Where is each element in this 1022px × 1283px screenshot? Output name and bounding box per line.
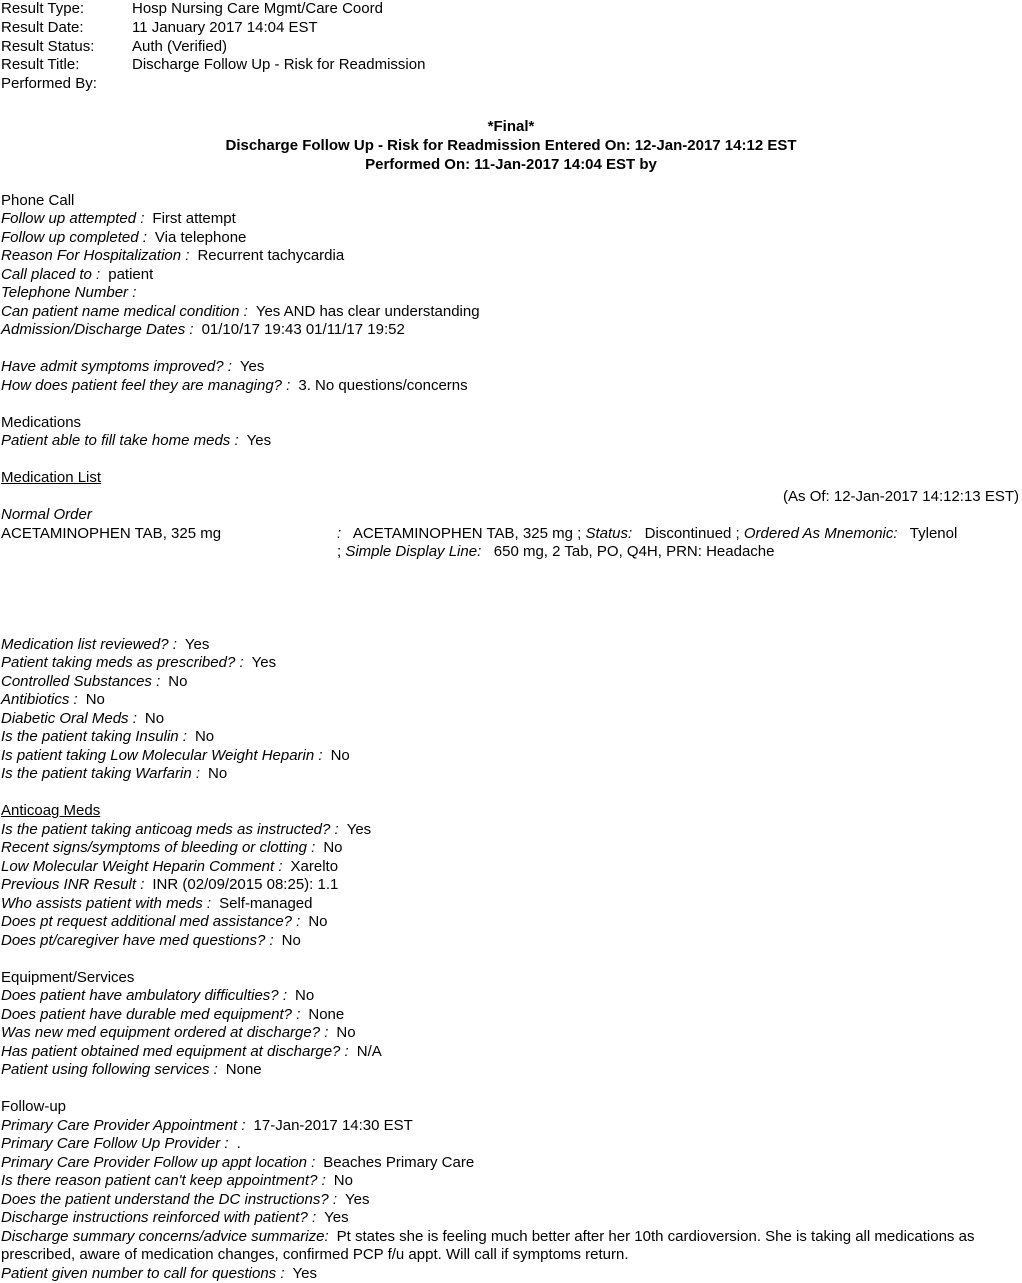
field-row — [1, 728, 1021, 747]
section-follow-up — [1, 1098, 1021, 1283]
field-value: Yes — [239, 358, 265, 376]
field-row — [1, 377, 1021, 396]
field-value: No — [330, 746, 350, 764]
field-label: Previous INR Result : — [1, 876, 145, 894]
field-label: Discharge summary concerns/advice summarize: — [1, 1227, 329, 1245]
field-value: . — [236, 1135, 241, 1153]
field-value: Yes AND has clear understanding — [255, 302, 480, 320]
field-label: Can patient name medical condition : — [1, 302, 248, 320]
field-value: Yes — [346, 820, 372, 838]
field-label: Primary Care Provider Follow up appt location : — [1, 1153, 316, 1171]
field-label: Medication list reviewed? : — [1, 635, 177, 653]
section-phone-call — [1, 192, 1021, 396]
field-value: First attempt — [152, 210, 236, 228]
field-value: Yes — [345, 1190, 370, 1208]
field-value: 01/10/17 19:43 01/11/17 19:52 — [201, 321, 405, 339]
result-header — [1, 0, 1021, 94]
field-value: No — [144, 709, 165, 727]
document-page — [1, 0, 1021, 1283]
field-value: Xarelto — [290, 857, 339, 875]
section-title: Equipment/Services — [1, 968, 135, 986]
header-key: Result Status: — [1, 37, 95, 55]
field-row — [1, 839, 1021, 858]
field-row — [1, 1135, 1021, 1154]
field-row — [1, 1191, 1021, 1210]
field-label: Patient taking meds as prescribed? : — [1, 654, 244, 672]
field-label: Low Molecular Weight Heparin Comment : — [1, 857, 283, 875]
field-row — [1, 765, 1021, 784]
field-value: None — [308, 1005, 345, 1023]
field-row — [1, 1265, 1021, 1283]
field-value: No — [323, 839, 343, 857]
field-row — [1, 673, 1021, 692]
entered-on-line: Discharge Follow Up - Risk for Readmission Entered On: 12-Jan-2017 14:12 EST — [225, 136, 797, 154]
field-value: 3. No questions/concerns — [298, 376, 468, 394]
header-value: Hosp Nursing Care Mgmt/Care Coord — [132, 0, 383, 17]
final-label: *Final* — [487, 117, 535, 135]
detail-status-value: Discontinued ; — [644, 524, 740, 542]
field-label: Who assists patient with meds : — [1, 894, 212, 912]
header-key: Result Type: — [1, 0, 85, 17]
field-row — [1, 1209, 1021, 1228]
header-row — [1, 38, 1021, 57]
field-label: Primary Care Follow Up Provider : — [1, 1135, 229, 1153]
header-row — [1, 75, 1021, 94]
field-row — [1, 358, 1021, 377]
field-value: Yes — [251, 654, 277, 672]
field-label: Diabetic Oral Meds : — [1, 709, 137, 727]
section-medication-list — [1, 469, 1021, 784]
field-row — [1, 710, 1021, 729]
field-value: No — [308, 913, 328, 931]
field-label: Was new med equipment ordered at discharge? : — [1, 1024, 329, 1042]
field-value: Self-managed — [219, 894, 313, 912]
field-label: Does patient have durable med equipment? : — [1, 1005, 301, 1023]
field-value: No — [295, 987, 315, 1005]
field-row — [1, 247, 1021, 266]
field-label: Controlled Substances : — [1, 672, 161, 690]
field-label: Follow up attempted : — [1, 210, 145, 228]
header-value: Discharge Follow Up - Risk for Readmission — [132, 56, 426, 74]
section-title: Follow-up — [1, 1098, 67, 1116]
field-label: Is there reason patient can't keep appointment? : — [1, 1172, 326, 1190]
field-value: Beaches Primary Care — [323, 1153, 475, 1171]
field-row — [1, 266, 1021, 285]
field-value: No — [194, 728, 215, 746]
section-equipment-services — [1, 969, 1021, 1080]
header-row — [1, 56, 1021, 75]
order-type: Normal Order — [1, 506, 92, 524]
field-value: Yes — [324, 1209, 349, 1227]
field-label: Does pt/caregiver have med questions? : — [1, 931, 274, 949]
field-label: Patient using following services : — [1, 1061, 218, 1079]
header-key: Result Title: — [1, 56, 80, 74]
detail-colon: : — [337, 524, 342, 542]
field-row — [1, 1061, 1021, 1080]
field-value: patient — [108, 265, 154, 283]
field-label: Does patient have ambulatory difficulties? : — [1, 987, 287, 1005]
field-row — [1, 821, 1021, 840]
field-row — [1, 1117, 1021, 1136]
field-label: Call placed to : — [1, 265, 101, 283]
section-anticoag-meds — [1, 802, 1021, 950]
field-label: Patient able to fill take home meds : — [1, 432, 239, 450]
field-value: N/A — [356, 1042, 382, 1060]
field-value: No — [281, 931, 301, 949]
field-value: No — [168, 672, 188, 690]
field-value: Via telephone — [154, 228, 247, 246]
field-value: No — [336, 1024, 356, 1042]
field-row — [1, 321, 1021, 340]
field-value: Pt states she is feeling much better after her 10th cardioversion. She is taking all medications as prescribed, aware of medication changes, confirmed PCP f/u appt. Will call if symptoms return. — [1, 1227, 975, 1264]
field-row — [1, 210, 1021, 229]
header-row — [1, 19, 1021, 38]
field-label: Is patient taking Low Molecular Weight Heparin : — [1, 746, 323, 764]
field-label: Is the patient taking Warfarin : — [1, 765, 200, 783]
field-row — [1, 1043, 1021, 1062]
field-row — [1, 1024, 1021, 1043]
field-value: INR (02/09/2015 08:25): 1.1 — [152, 876, 339, 894]
field-label: How does patient feel they are managing? : — [1, 376, 291, 394]
field-row — [1, 987, 1021, 1006]
field-row — [1, 913, 1021, 932]
section-title: Anticoag Meds — [1, 802, 101, 820]
section-medications — [1, 414, 1021, 451]
detail-semicolon: ; — [337, 543, 342, 561]
field-value: Yes — [292, 1264, 317, 1282]
header-row — [1, 0, 1021, 19]
as-of-timestamp: (As Of: 12-Jan-2017 14:12:13 EST) — [783, 487, 1019, 505]
field-row — [1, 303, 1021, 322]
field-label: Telephone Number : — [1, 284, 137, 302]
field-value: Recurrent tachycardia — [197, 247, 345, 265]
header-key: Result Date: — [1, 18, 84, 36]
medication-detail — [337, 525, 1021, 562]
field-row — [1, 284, 1021, 303]
section-title: Medication List — [1, 469, 102, 487]
field-value: No — [333, 1172, 353, 1190]
field-label: Has patient obtained med equipment at discharge? : — [1, 1042, 349, 1060]
section-title: Medications — [1, 413, 82, 431]
field-label: Is the patient taking anticoag meds as instructed? : — [1, 820, 339, 838]
field-label: Is the patient taking Insulin : — [1, 728, 187, 746]
field-label: Does the patient understand the DC instructions? : — [1, 1190, 338, 1208]
field-row — [1, 654, 1021, 673]
field-row — [1, 932, 1021, 951]
field-label: Antibiotics : — [1, 691, 78, 709]
field-row — [1, 895, 1021, 914]
field-row — [1, 432, 1021, 451]
header-value: Auth (Verified) — [132, 37, 228, 55]
field-value: Yes — [246, 432, 272, 450]
field-value: Yes — [184, 635, 210, 653]
field-value: None — [225, 1061, 262, 1079]
performed-on-line: Performed On: 11-Jan-2017 14:04 EST by — [365, 155, 657, 173]
field-row — [1, 1172, 1021, 1191]
field-row — [1, 858, 1021, 877]
medication-name: ACETAMINOPHEN TAB, 325 mg — [1, 524, 222, 542]
medication-order-row — [1, 525, 1021, 562]
summary-row — [1, 1228, 1021, 1265]
field-row — [1, 229, 1021, 248]
header-value: 11 January 2017 14:04 EST — [132, 18, 318, 36]
field-value: No — [85, 691, 105, 709]
detail-mnemonic-value: Tylenol — [909, 524, 958, 542]
simple-display-value: 650 mg, 2 Tab, PO, Q4H, PRN: Headache — [493, 543, 775, 561]
field-row — [1, 636, 1021, 655]
field-label: Discharge instructions reinforced with patient? : — [1, 1209, 317, 1227]
simple-display-key: Simple Display Line: — [345, 543, 482, 561]
field-label: Have admit symptoms improved? : — [1, 358, 232, 376]
field-label: Admission/Discharge Dates : — [1, 321, 194, 339]
field-label: Patient given number to call for questions : — [1, 1264, 285, 1282]
field-label: Reason For Hospitalization : — [1, 247, 190, 265]
field-label: Follow up completed : — [1, 228, 147, 246]
field-row — [1, 1154, 1021, 1173]
field-value: No — [208, 765, 228, 783]
field-row — [1, 1006, 1021, 1025]
field-row — [1, 691, 1021, 710]
field-label: Recent signs/symptoms of bleeding or clotting : — [1, 839, 316, 857]
detail-name: ACETAMINOPHEN TAB, 325 mg ; — [352, 524, 582, 542]
section-title: Phone Call — [1, 191, 75, 209]
field-row — [1, 747, 1021, 766]
detail-mnemonic-key: Ordered As Mnemonic: — [743, 524, 898, 542]
field-row — [1, 876, 1021, 895]
field-label: Primary Care Provider Appointment : — [1, 1116, 246, 1134]
header-key: Performed By: — [1, 75, 97, 93]
field-value: 17-Jan-2017 14:30 EST — [253, 1116, 413, 1134]
field-label: Does pt request additional med assistance? : — [1, 913, 301, 931]
result-banner — [1, 118, 1021, 175]
detail-status-key: Status: — [585, 524, 633, 542]
